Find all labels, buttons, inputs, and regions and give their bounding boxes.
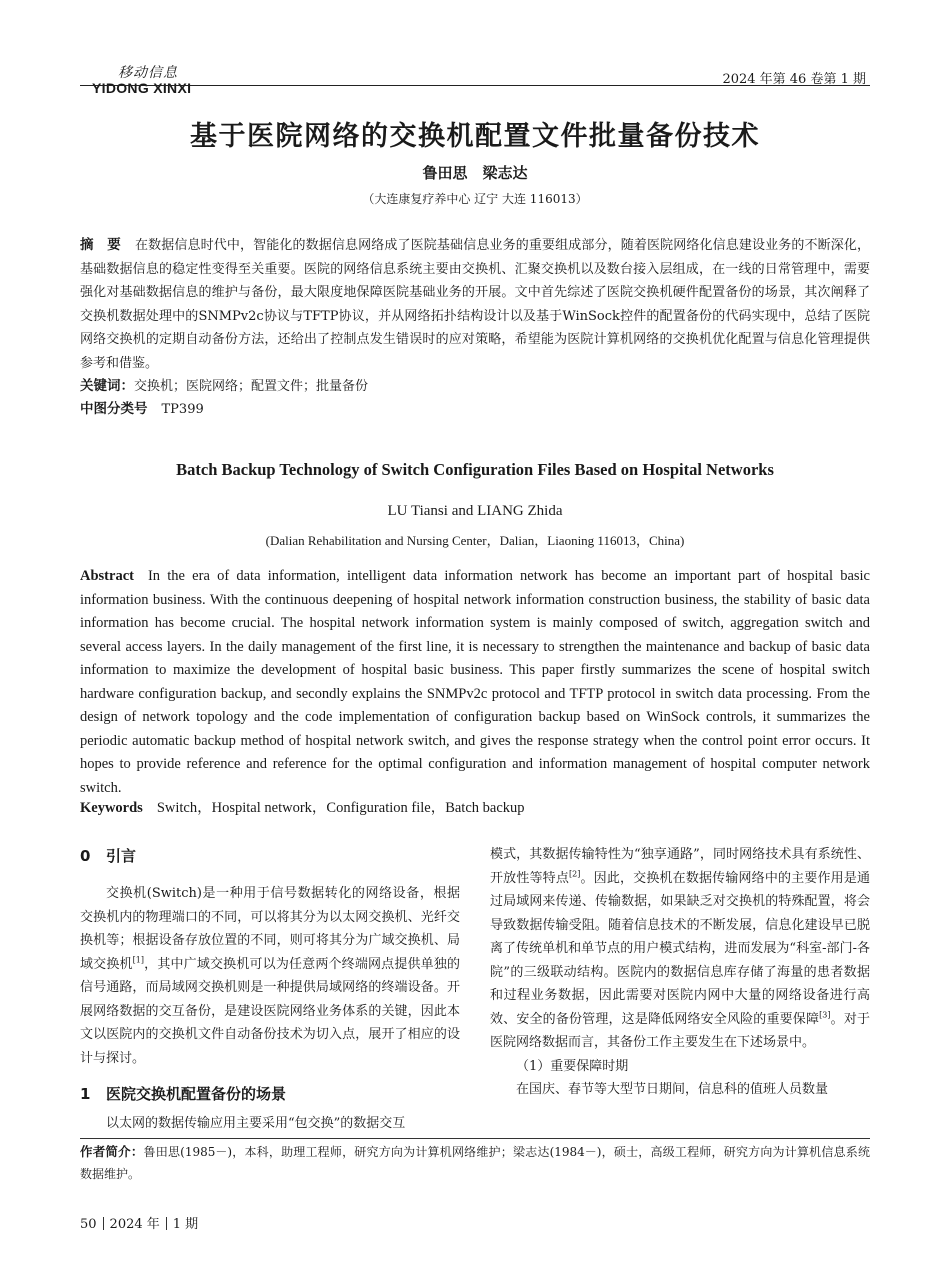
section-0-title: 引言 xyxy=(106,847,137,865)
keywords-cn-text: 交换机；医院网络；配置文件；批量备份 xyxy=(134,379,369,394)
intro-text-a: 交换机(Switch)是一种用于信号数据转化的网络设备，根据交换机内的物理端口的不同，可以将其分为以太网交换机、光纤交换机等；根据设备存放位置的不同，则可将其分为广域交换机、局域交换机 xyxy=(80,886,460,972)
citation-2: [2] xyxy=(569,869,581,879)
english-affiliation: (Dalian Rehabilitation and Nursing Center，Dalian，Liaoning 116013，China) xyxy=(265,533,685,548)
citation-3: [3] xyxy=(819,1010,831,1020)
keywords-en xyxy=(80,797,870,821)
footnote-text: 鲁田思(1985－)，本科，助理工程师，研究方向为计算机网络维护；梁志达(1984－)，硕士，高级工程师，研究方向为计算机信息系统数据维护。 xyxy=(80,1145,870,1181)
footer-issue: 1 期 xyxy=(172,1217,199,1232)
left-column xyxy=(80,842,460,1136)
right-column xyxy=(490,843,870,1102)
intro-text-b: ，其中广域交换机可以为任意两个终端网点提供单独的信号通路，而局域网交换机则是一种提供局域网络的终端设备。开展网络数据的交互备份，是建设医院网络业务体系的关键，因此本文以医院内的交换机文件自动备份技术为切入点，展开了相应的设计与探讨。 xyxy=(80,956,460,1066)
section-1-number: 1 xyxy=(80,1085,91,1103)
page-number: 50 xyxy=(80,1217,97,1232)
section-0-heading xyxy=(80,842,460,870)
section-0-number: 0 xyxy=(80,847,91,865)
author-bio-footnote xyxy=(80,1141,870,1185)
footer-divider xyxy=(103,1217,104,1230)
right-paragraph-1 xyxy=(490,843,870,1055)
journal-name-en: YIDONG XINXI xyxy=(92,80,192,96)
keywords-en-text: Switch，Hospital network，Configuration file，Batch backup xyxy=(156,800,525,816)
clc-label: 中图分类号 xyxy=(80,401,148,417)
abstract-cn-label: 摘 要 xyxy=(80,237,121,253)
footnote-label: 作者简介： xyxy=(80,1144,144,1159)
keywords-cn-label: 关键词： xyxy=(80,378,134,394)
english-authors: LU Tiansi and LIANG Zhida xyxy=(387,503,563,519)
section-1-paragraph: 以太网的数据传输应用主要采用“包交换”的数据交互 xyxy=(106,1116,406,1131)
clc-value: TP399 xyxy=(161,402,204,417)
keywords-cn xyxy=(80,375,870,399)
footer-year: 2024 年 xyxy=(109,1217,160,1232)
section-1-title: 医院交换机配置备份的场景 xyxy=(106,1085,287,1103)
citation-1: [1] xyxy=(132,955,145,965)
affiliation: （大连康复疗养中心 辽宁 大连 116013） xyxy=(362,192,588,206)
abstract-en-label: Abstract xyxy=(80,568,134,584)
paper-title: 基于医院网络的交换机配置文件批量备份技术 xyxy=(190,121,760,152)
keywords-en-label: Keywords xyxy=(80,800,143,816)
author-list: 鲁田思 梁志达 xyxy=(422,164,528,182)
page-footer xyxy=(80,1213,198,1232)
clc-number xyxy=(80,398,870,422)
abstract-cn-text: 在数据信息时代中，智能化的数据信息网络成了医院基础信息业务的重要组成部分，随着医院网络化信息建设业务的不断深化，基础数据信息的稳定性变得至关重要。医院的网络信息系统主要由交换机、汇聚交换机以及数台接入层组成，在一线的日常管理中，需要强化对基础数据信息的维护与备份，最大限度地保障医院基础业务的开展。文中首先综述了医院交换机硬件配置备份的场景，其次阐释了交换机数据处理中的SNMPv2c协议与TFTP协议，并从网络拓扑结构设计以及基于WinSock控件的配置备份的代码实现中，总结了医院网络交换机的定期自动备份方法，还给出了控制点发生错误时的应对策略，希望能为医院计算机网络的交换机优化配置与信息化管理提供参考和借鉴。 xyxy=(80,238,870,371)
footnote-rule xyxy=(80,1138,870,1139)
abstract-en-text: In the era of data information, intelligent data information network has become an important part of hospital basic information business. With the continuous deepening of hospital network information construction business, the stability of basic data information has become crucial. The hospital network information system is mainly composed of switch, aggregation switch and several access layers. In the daily management of the first line, it is necessary to strengthen the maintenance and backup of basic data information to maximize the development of hospital basic business. This paper firstly summarizes the scene of hospital switch hardware configuration backup, and secondly explains the SNMPv2c protocol and TFTP protocol in switch data processing. From the design of network topology and the code implementation of configuration backup based on WinSock controls, it summarizes the periodic automatic backup method of hospital network switch, and gives the response strategy when the control point error occurs. It hopes to provide reference and reference for the optimal configuration and information management of hospital computer network switch. xyxy=(80,568,870,796)
header-rule xyxy=(80,85,870,86)
journal-name-cn: 移动信息 xyxy=(118,65,178,81)
section-1-heading xyxy=(80,1080,460,1108)
intro-paragraph xyxy=(80,882,460,1070)
right-text-b: 。因此，交换机在数据传输网络中的主要作用是通过局域网来传递、传输数据，如果缺乏对交换机的特殊配置，将会导致数据传输受阻。随着信息技术的不断发展，信息化建设早已脱离了传统单机和单节点的用户模式结构，进而发展为“科室-部门-各院”的三级联动结构。医院内的数据信息库存储了海量的患者数据和过程业务数据，因此需要对医院内网中大量的网络设备进行高效、安全的备份管理，这是降低网络安全风险的重要保障 xyxy=(490,870,870,1027)
footer-divider xyxy=(166,1217,167,1230)
right-text-a: 模式，其数据传输特性为“独享通路”，同时网络技术具有系统性、开放性等特点 xyxy=(490,847,870,886)
issue-info: 2024 年第 46 卷第 1 期 xyxy=(722,72,866,87)
subsection-1-heading: （1）重要保障时期 xyxy=(516,1058,629,1074)
english-title: Batch Backup Technology of Switch Configuration Files Based on Hospital Networks xyxy=(176,460,774,479)
right-text-c: 。对于医院网络数据而言，其备份工作主要发生在下述场景中。 xyxy=(490,1011,870,1050)
abstract-cn xyxy=(80,234,870,375)
abstract-en xyxy=(80,565,870,800)
right-paragraph-2: 在国庆、春节等大型节日期间，信息科的值班人员数量 xyxy=(516,1082,829,1097)
